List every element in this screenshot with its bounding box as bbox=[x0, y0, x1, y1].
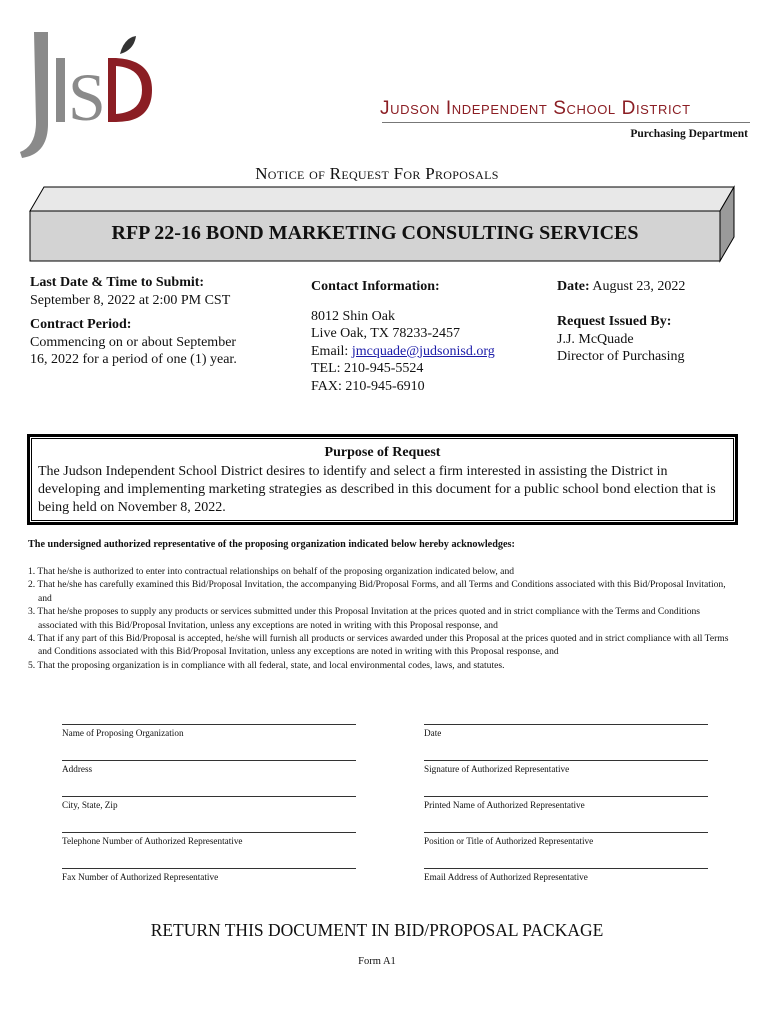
acknowledgement-list bbox=[28, 565, 738, 672]
return-note: RETURN THIS DOCUMENT IN BID/PROPOSAL PACKAGE bbox=[150, 920, 604, 940]
form-id: Form A1 bbox=[358, 956, 396, 967]
acknowledgement-item: 5. That the proposing organization is in compliance with all federal, state, and local environmental codes, laws, and statutes. bbox=[28, 659, 505, 671]
printed-name-label: Printed Name of Authorized Representative bbox=[424, 800, 585, 810]
date-label: Date: bbox=[557, 279, 590, 294]
printed-name-line[interactable] bbox=[424, 796, 708, 797]
acknowledgement-heading: The undersigned authorized representative of the proposing organization indicated below hereby acknowledges: bbox=[28, 539, 515, 550]
jisd-logo bbox=[12, 24, 157, 164]
city-state-zip-label: City, State, Zip bbox=[62, 800, 118, 810]
submission-block bbox=[30, 274, 230, 309]
city-state-zip-line[interactable] bbox=[62, 796, 356, 797]
issued-by-block bbox=[557, 313, 685, 366]
acknowledgement-item: 1. That he/she is authorized to enter into contractual relationships on behalf of the proposing organization indicated below, and bbox=[28, 566, 515, 577]
header-rule bbox=[382, 122, 750, 123]
telephone-label: Telephone Number of Authorized Representative bbox=[62, 836, 243, 846]
contract-period-label: Contract Period: bbox=[30, 317, 132, 332]
position-title-line[interactable] bbox=[424, 832, 708, 833]
email-label: Email: bbox=[311, 343, 352, 359]
issued-by-label: Request Issued By: bbox=[557, 314, 672, 329]
date-value: August 23, 2022 bbox=[589, 279, 686, 294]
contact-tel: TEL: 210-945-5524 bbox=[311, 361, 424, 376]
date-block bbox=[557, 278, 685, 296]
address-label: Address bbox=[62, 764, 93, 774]
rfp-title: RFP 22-16 BOND MARKETING CONSULTING SERVICES bbox=[111, 222, 639, 244]
submission-value: September 8, 2022 at 2:00 PM CST bbox=[30, 292, 231, 308]
svg-text:S: S bbox=[68, 59, 106, 135]
contract-period-line: 16, 2022 for a period of one (1) year. bbox=[30, 352, 237, 367]
fax-line[interactable] bbox=[62, 868, 356, 869]
org-name-line[interactable] bbox=[62, 724, 356, 725]
purpose-body: The Judson Independent School District desires to identify and select a firm interested in assisting the District in developing and implementing marketing strategies as described in this document for a public school bond election that is being held on November 8, 2022. bbox=[38, 464, 716, 515]
issued-by-title: Director of Purchasing bbox=[557, 349, 685, 364]
contact-block bbox=[311, 278, 495, 395]
email-link[interactable]: jmcquade@judsonisd.org bbox=[351, 343, 495, 359]
district-name: Judson Independent School District bbox=[380, 98, 691, 119]
logo-text: JISD bbox=[12, 24, 15, 25]
issued-by-name: J.J. McQuade bbox=[557, 331, 634, 347]
org-name-label: Name of Proposing Organization bbox=[62, 728, 184, 738]
position-title-label: Position or Title of Authorized Representative bbox=[424, 836, 594, 846]
purpose-title: Purpose of Request bbox=[324, 445, 441, 460]
date-line[interactable] bbox=[424, 724, 708, 725]
fax-label: Fax Number of Authorized Representative bbox=[62, 872, 219, 882]
email-address-label: Email Address of Authorized Representative bbox=[424, 872, 588, 882]
acknowledgement-item: 4. That if any part of this Bid/Proposal is accepted, he/she will furnish all products or services awarded under this Proposal at the prices quoted and in strict compliance with all Terms and Conditions associated with this Bid/Proposal Invitation, unless any exceptions are noted in writing with this Proposal response, and bbox=[28, 633, 729, 658]
contract-period-block bbox=[30, 316, 237, 369]
email-address-line[interactable] bbox=[424, 868, 708, 869]
department-name: Purchasing Department bbox=[630, 128, 748, 140]
contact-fax: FAX: 210-945-6910 bbox=[311, 378, 425, 394]
address-line[interactable] bbox=[62, 760, 356, 761]
contact-address-line2: Live Oak, TX 78233-2457 bbox=[311, 326, 461, 341]
contact-address-line1: 8012 Shin Oak bbox=[311, 308, 395, 324]
acknowledgement-item: 3. That he/she proposes to supply any products or services submitted under this Proposal Invitation at the prices quoted and in strict compliance with the Terms and Conditions associated with this Bid/Proposal Invitation, unless any exceptions are noted in writing with this Proposal response, and bbox=[28, 606, 701, 631]
signature-line[interactable] bbox=[424, 760, 708, 761]
contact-label: Contact Information: bbox=[311, 279, 440, 294]
notice-title: Notice of Request For Proposals bbox=[255, 164, 499, 183]
date-field-label: Date bbox=[424, 728, 442, 738]
telephone-line[interactable] bbox=[62, 832, 356, 833]
signature-label: Signature of Authorized Representative bbox=[424, 764, 570, 774]
contract-period-line: Commencing on or about September bbox=[30, 334, 237, 350]
submission-label: Last Date & Time to Submit: bbox=[30, 275, 205, 290]
acknowledgement-item: 2. That he/she has carefully examined this Bid/Proposal Invitation, the accompanying Bid/Proposal Forms, and all Terms and Conditions associated with this Bid/Proposal Invitation, and bbox=[28, 579, 726, 604]
